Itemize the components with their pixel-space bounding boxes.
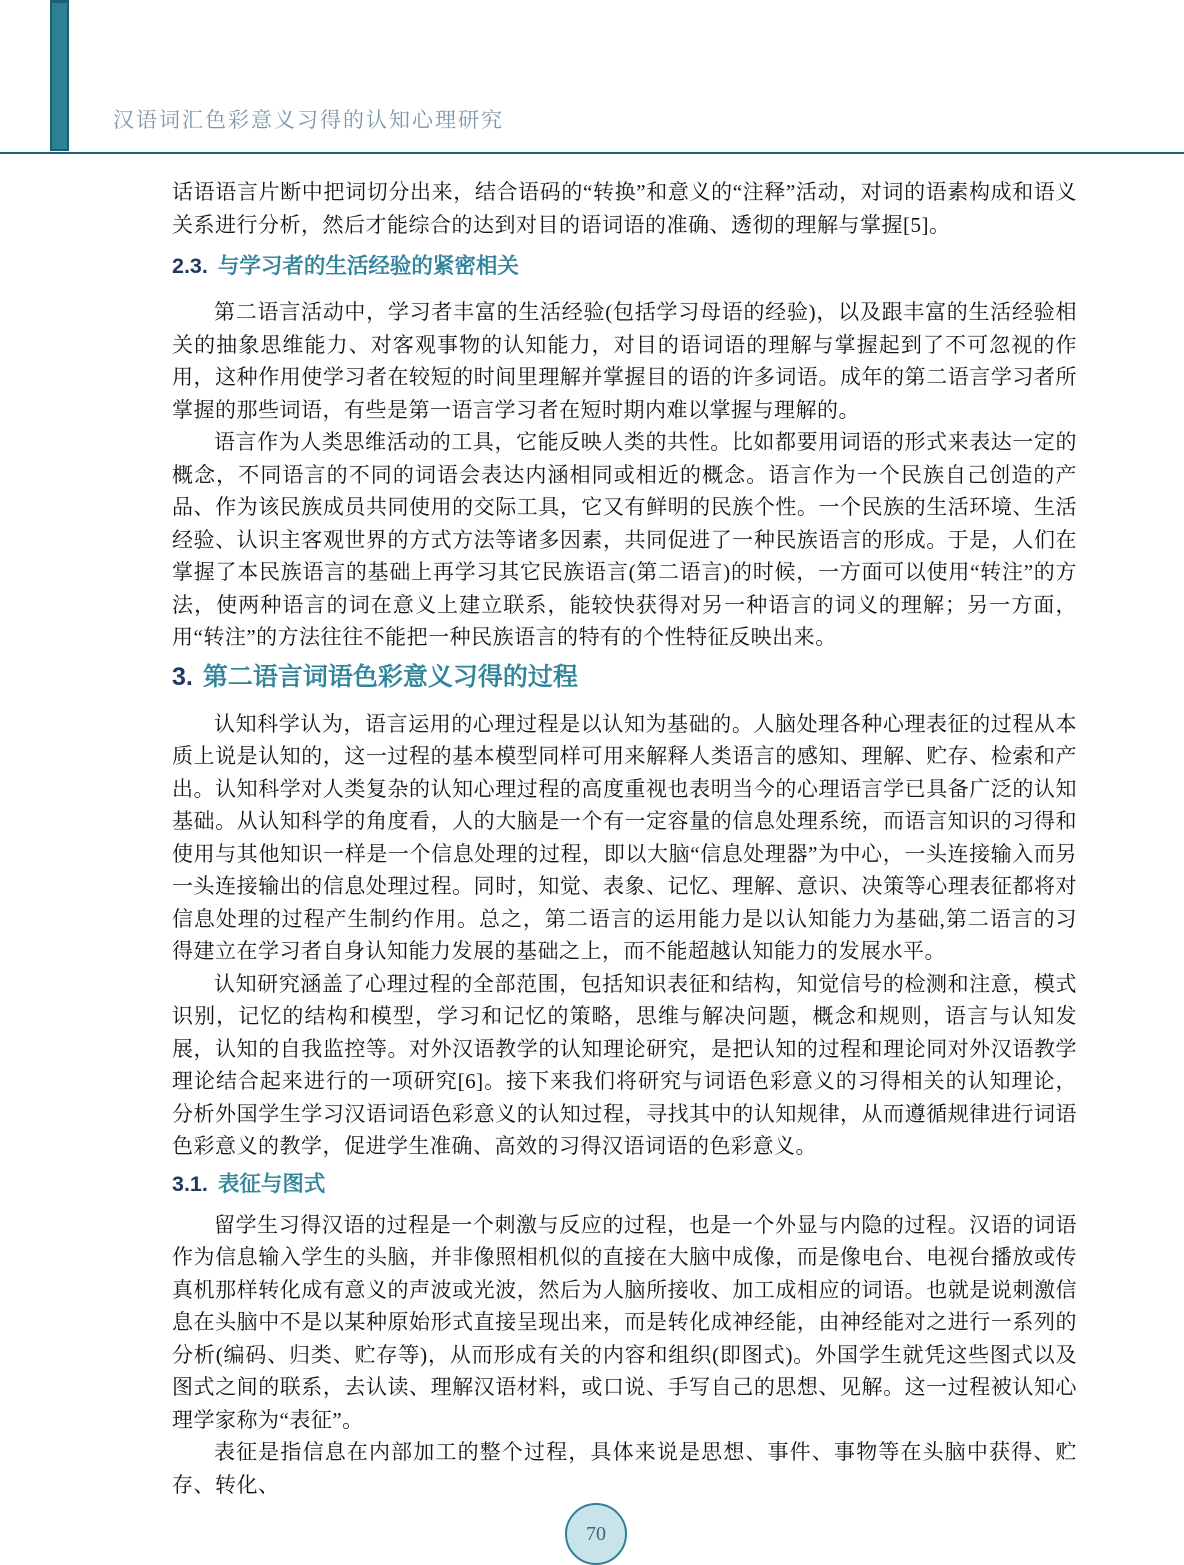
page-number: 70 <box>586 1522 606 1545</box>
body-paragraph: 语言作为人类思维活动的工具，它能反映人类的共性。比如都要用词语的形式来表达一定的概念，不同语言的不同的词语会表达内涵相同或相近的概念。语言作为一个民族自己创造的产品、作为该民族成员共同使用的交际工具，它又有鲜明的民族个性。一个民族的生活环境、生活经验、认识主客观世界的方式方法等诸多因素，共同促进了一种民族语言的形成。于是，人们在掌握了本民族语言的基础上再学习其它民族语言(第二语言)的时候，一方面可以使用“转注”的方法，使两种语言的词在意义上建立联系，能较快获得对另一种语言的词义的理解；另一方面，用“转注”的方法往往不能把一种民族语言的特有的个性特征反映出来。 <box>172 430 1077 649</box>
body-paragraph: 认知科学认为，语言运用的心理过程是以认知为基础的。人脑处理各种心理表征的过程从本质上说是认知的，这一过程的基本模型同样可用来解释人类语言的感知、理解、贮存、检索和产出。认知科学对人类复杂的认知心理过程的高度重视也表明当今的心理语言学已具备广泛的认知基础。从认知科学的角度看，人的大脑是一个有一定容量的信息处理系统，而语言知识的习得和使用与其他知识一样是一个信息处理的过程，即以大脑“信息处理器”为中心，一头连接输入而另一头连接输出的信息处理过程。同时，知觉、表象、记忆、理解、意识、决策等心理表征都将对信息处理的过程产生制约作用。总之，第二语言的运用能力是以认知能力为基础,第二语言的习得建立在学习者自身认知能力发展的基础之上，而不能超越认知能力的发展水平。 <box>172 711 1077 963</box>
header-accent-bar <box>50 0 69 151</box>
section-heading-number: 2.3. <box>172 254 208 278</box>
section-heading-title: 与学习者的生活经验的紧密相关 <box>217 254 519 278</box>
section-heading-title: 表征与图式 <box>217 1171 326 1196</box>
body-paragraph: 第二语言活动中，学习者丰富的生活经验(包括学习母语的经验)，以及跟丰富的生活经验相关的抽象思维能力、对客观事物的认知能力，对目的语词语的理解与掌握起到了不可忽视的作用，这种作用使学习者在较短的时间里理解并掌握目的语的许多词语。成年的第二语言学习者所掌握的那些词语，有些是第一语言学习者在短时期内难以掌握与理解的。 <box>172 300 1077 422</box>
section-heading-title: 第二语言词语色彩意义习得的过程 <box>202 662 578 691</box>
section-heading <box>172 1169 1077 1199</box>
page-number-badge <box>565 1503 627 1565</box>
body-paragraph: 认知研究涵盖了心理过程的全部范围，包括知识表征和结构，知觉信号的检测和注意，模式识别，记忆的结构和模型，学习和记忆的策略，思维与解决问题，概念和规则，语言与认知发展，认知的自我监控等。对外汉语教学的认知理论研究，是把认知的过程和理论同对外汉语教学理论结合起来进行的一项研究[6]。接下来我们将研究与词语色彩意义的习得相关的认知理论，分析外国学生学习汉语词语色彩意义的认知过程，寻找其中的认知规律，从而遵循规律进行词语色彩意义的教学，促进学生准确、高效的习得汉语词语的色彩意义。 <box>172 971 1077 1158</box>
body-paragraph: 话语语言片断中把词切分出来，结合语码的“转换”和意义的“注释”活动，对词的语素构成和语义关系进行分析，然后才能综合的达到对目的语词语的准确、透彻的理解与掌握[5]。 <box>172 180 1077 237</box>
section-heading <box>172 660 1077 694</box>
section-heading-number: 3. <box>172 662 193 691</box>
running-head-title: 汉语词汇色彩意义习得的认知心理研究 <box>113 108 504 132</box>
body-paragraph: 留学生习得汉语的过程是一个刺激与反应的过程，也是一个外显与内隐的过程。汉语的词语作为信息输入学生的头脑，并非像照相机似的直接在大脑中成像，而是像电台、电视台播放或传真机那样转化成有意义的声波或光波，然后为人脑所接收、加工成相应的词语。也就是说刺激信息在头脑中不是以某种原始形式直接呈现出来，而是转化成神经能，由神经能对之进行一系列的分析(编码、归类、贮存等)，从而形成有关的内容和组织(即图式)。外国学生就凭这些图式以及图式之间的联系，去认读、理解汉语材料，或口说、手写自己的思想、见解。这一过程被认知心理学家称为“表征”。 <box>172 1212 1077 1432</box>
body-paragraph: 表征是指信息在内部加工的整个过程，具体来说是思想、事件、事物等在头脑中获得、贮存、转化、 <box>172 1440 1077 1497</box>
article-body <box>172 154 1077 1501</box>
section-heading-number: 3.1. <box>172 1171 208 1196</box>
section-heading <box>172 251 1077 281</box>
